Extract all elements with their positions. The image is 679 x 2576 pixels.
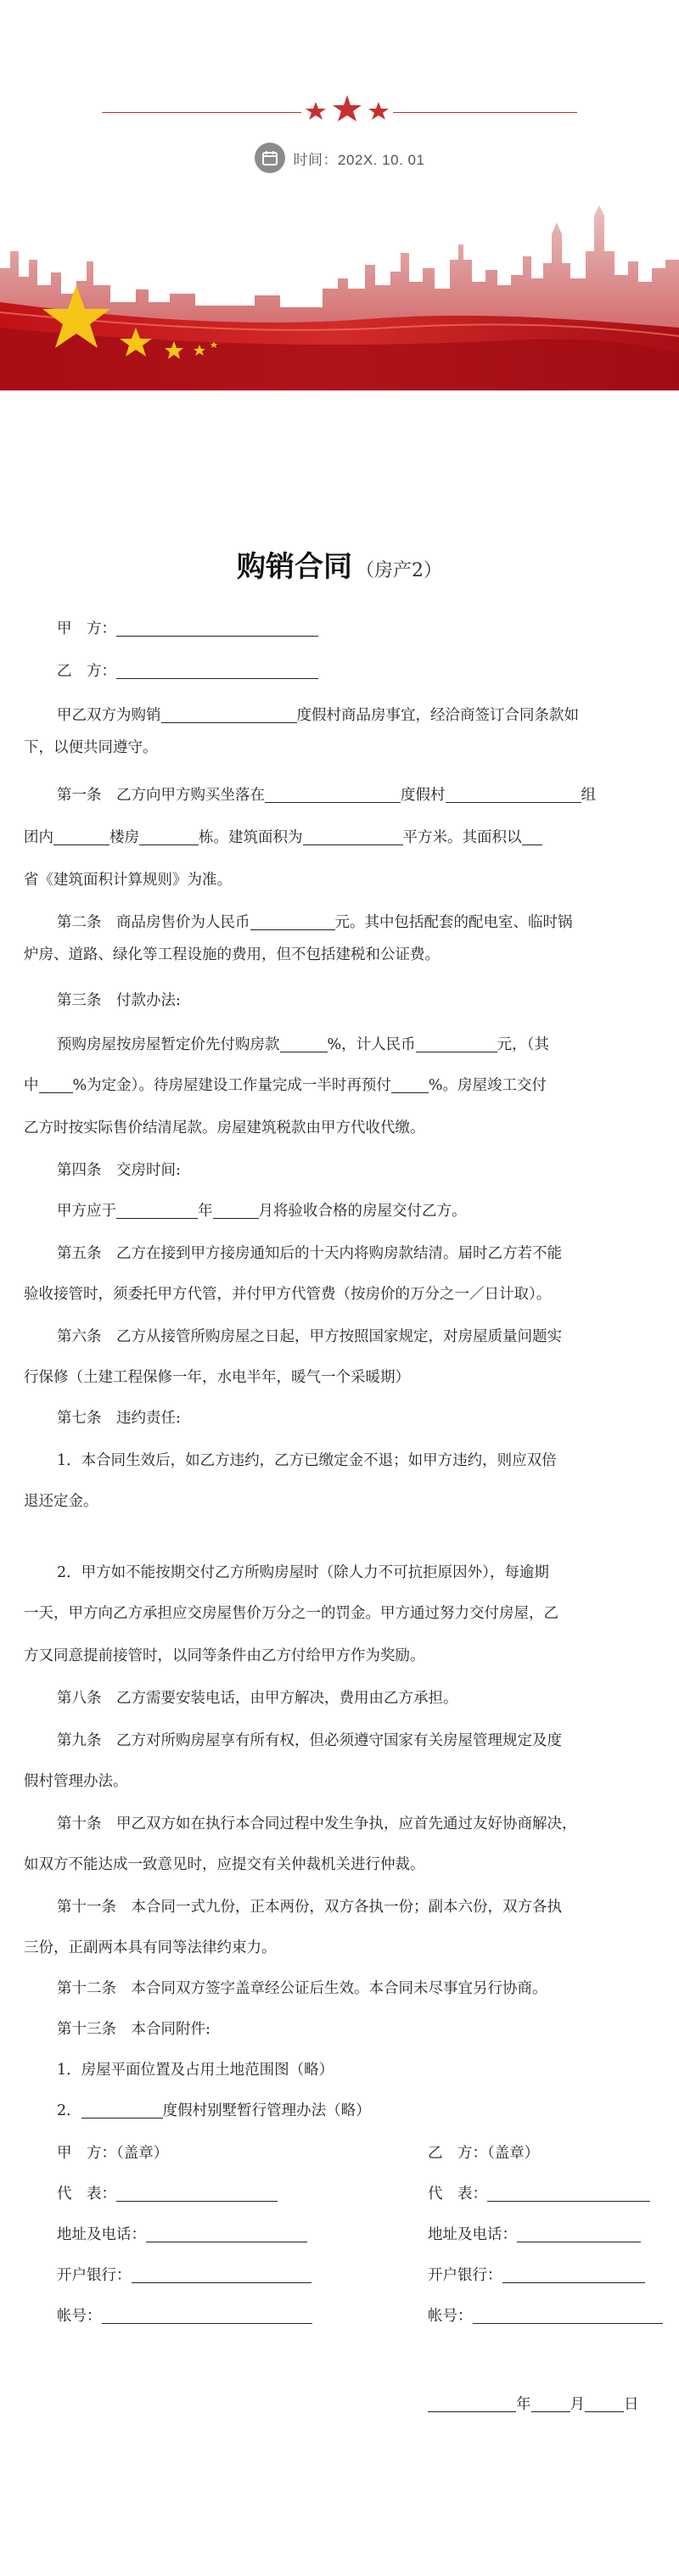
article-4-line-1: 甲方应于 年 月将验收合格的房屋交付乙方。 (57, 1203, 467, 1220)
article-2-line-2: 炉房、道路、绿化等工程设施的费用，但不包括建税和公证费。 (24, 946, 440, 963)
article-5-line-1: 第五条 乙方在接到甲方接房通知后的十天内将购房款结清。届时乙方若不能 (57, 1245, 562, 1262)
article-6-line-1: 第六条 乙方从接管所购房屋之日起，甲方按照国家规定，对房屋质量问题实 (57, 1328, 562, 1345)
party-a-blank (116, 619, 318, 637)
party-b-blank (116, 661, 318, 679)
article-1-line-2: 团内 楼房 栋。建筑面积为 平方米。其面积以 (0, 827, 679, 849)
signature-party-b: 乙 方：（盖章） 代 表： 地址及电话： 开户银行： 帐号： (428, 2142, 663, 2346)
contract-document (0, 543, 679, 609)
party-b-line: 乙 方： (0, 660, 679, 682)
star-icon (306, 102, 326, 120)
page-title: 购销合同 （房产2） (237, 550, 442, 584)
date-row (0, 143, 679, 173)
article-3-line-2: 中 %为定金）。待房屋建设工作量完成一半时再预付 %。房屋竣工交付 (24, 1077, 547, 1094)
intro-line-2: 下，以便共同遵守。 (24, 739, 158, 756)
article-10-line-1: 第十条 甲乙双方如在执行本合同过程中发生争执，应首先通过友好协商解决， (57, 1816, 577, 1832)
date-label: 时间：202X. 10. 01 (293, 151, 425, 168)
article-7-item-2-line-1: 2．甲方如不能按期交付乙方所购房屋时（除人力不可抗拒原因外），每逾期 (57, 1564, 549, 1581)
article-9-line-1: 第九条 乙方对所购房屋享有所有权，但必须遵守国家有关房屋管理规定及度 (57, 1732, 562, 1749)
star-icon (368, 102, 389, 120)
article-7-item-2-line-3: 方又同意提前接管时，以同等条件由乙方付给甲方作为奖励。 (24, 1647, 425, 1664)
divider-left (102, 112, 301, 113)
header-decoration (0, 0, 679, 390)
article-7-item-2-line-2: 一天，甲方向乙方承担应交房屋售价万分之一的罚金。甲方通过努力交付房屋，乙 (24, 1605, 558, 1622)
article-12: 第十二条 本合同双方签字盖章经公证后生效。本合同未尽事宜另行协商。 (57, 1980, 547, 1997)
sign-date-line: 年 月 日 (428, 2394, 639, 2416)
article-1-line-1: 第一条 乙方向甲方购买坐落在 度假村 组 (57, 787, 596, 804)
article-3-line-3: 乙方时按实际售价结清尾款。房屋建筑税款由甲方代收代缴。 (24, 1120, 425, 1136)
article-3-line-1: 预购房屋按房屋暂定价先付购房款 %，计人民币 元，（其 (57, 1036, 549, 1053)
city-skyline-banner (0, 200, 679, 390)
article-4-title: 第四条 交房时间: (57, 1162, 181, 1179)
intro-line-1: 甲乙双方为购销 度假村商品房事宜，经洽商签订合同条款如 (57, 707, 579, 724)
calendar-icon (255, 143, 285, 173)
article-11-line-2: 三份，正副两本具有同等法律约束力。 (24, 1939, 277, 1956)
article-13-item-2: 2． 度假村别墅暂行管理办法（略） (57, 2102, 371, 2119)
article-10-line-2: 如双方不能达成一致意见时，应提交有关仲裁机关进行仲裁。 (24, 1856, 425, 1873)
article-2-line-1: 第二条 商品房售价为人民币 元。其中包括配套的配电室、临时锅 (57, 914, 573, 931)
article-11-line-1: 第十一条 本合同一式九份，正本两份，双方各执一份；副本六份，双方各执 (57, 1899, 562, 1916)
article-13-item-1: 1．房屋平面位置及占用土地范围图（略） (57, 2062, 334, 2079)
article-7-item-1-line-2: 退还定金。 (24, 1493, 98, 1510)
star-icon (333, 95, 362, 121)
article-7-item-1-line-1: 1．本合同生效后，如乙方违约，乙方已缴定金不退；如甲方违约，则应双倍 (57, 1452, 557, 1469)
article-8: 第八条 乙方需要安装电话，由甲方解决，费用由乙方承担。 (57, 1690, 458, 1707)
party-a-line: 甲 方： (0, 618, 679, 640)
article-9-line-2: 假村管理办法。 (24, 1773, 128, 1790)
article-6-line-2: 行保修（土建工程保修一年，水电半年，暖气一个采暖期） (24, 1369, 410, 1386)
article-1-line-3: 省《建筑面积计算规则》为准。 (24, 872, 232, 889)
article-13-title: 第十三条 本合同附件: (57, 2021, 210, 2038)
stars-ornament (0, 92, 679, 126)
article-7-title: 第七条 违约责任: (57, 1410, 181, 1427)
signature-party-a: 甲 方：（盖章） 代 表： 地址及电话： 开户银行： 帐号： (57, 2142, 312, 2346)
article-5-line-2: 验收接管时，须委托甲方代管，并付甲方代管费（按房价的万分之一／日计取）。 (24, 1286, 552, 1303)
divider-right (393, 112, 577, 113)
article-3-title: 第三条 付款办法: (57, 992, 181, 1009)
